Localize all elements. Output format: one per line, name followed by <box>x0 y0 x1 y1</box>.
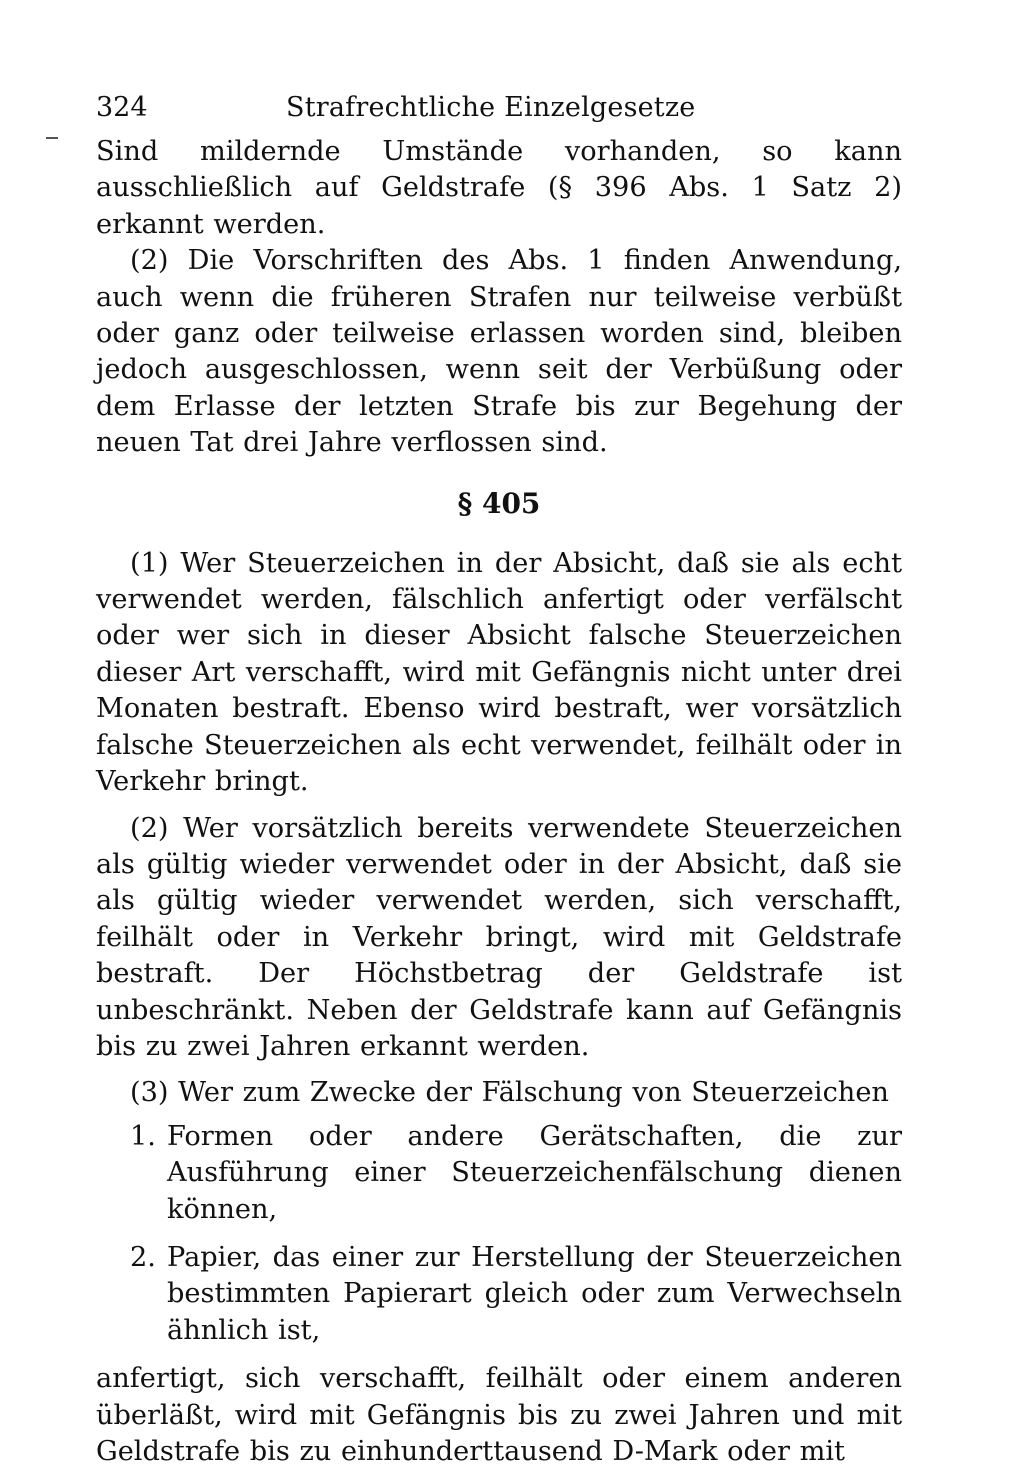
continuation-paragraph: Sind mildernde Umstände vorhanden, so kann ausschließlich auf Geldstrafe (§ 396 Abs. 1 Satz 2) erkannt werden. <box>96 136 902 240</box>
section-paragraph-1: (1) Wer Steuerzeichen in der Absicht, daß sie als echt verwendet werden, fälschlich anfertigt oder verfälscht oder wer sich in dieser Absicht falsche Steuerzeichen dieser Art verschafft, wird mit Gefängnis nicht unter drei Monaten bestraft. Ebenso wird bestraft, wer vorsätzlich falsche Steuerzeichen als echt verwendet, feilhält oder in Verkehr bringt. <box>96 547 902 798</box>
list-item-number: 2. <box>130 1241 156 1273</box>
document-page <box>96 82 902 1470</box>
list-item <box>96 1119 902 1228</box>
list-item-number: 1. <box>130 1120 156 1152</box>
margin-mark <box>46 137 58 139</box>
section-paragraph-3: (3) Wer zum Zwecke der Fälschung von Steuerzeichen <box>130 1077 889 1109</box>
section-heading: § 405 <box>457 486 541 520</box>
running-title: Strafrechtliche Einzelgesetze <box>286 92 696 123</box>
page-number: 324 <box>96 92 148 123</box>
list-item-text: Papier, das einer zur Herstellung der Steuerzeichen bestimmten Papierart gleich oder zum Verwechseln ähnlich ist, <box>167 1241 902 1346</box>
numbered-list <box>96 1119 902 1349</box>
page-header <box>96 82 902 134</box>
paragraph-2-prior-section: (2) Die Vorschriften des Abs. 1 finden Anwendung, auch wenn die früheren Strafen nur teilweise verbüßt oder ganz oder teilweise erlassen worden sind, bleiben jedoch ausgeschlossen, wenn seit der Verbüßung oder dem Erlasse der letzten Strafe bis zur Begehung der neuen Tat drei Jahre verflossen sind. <box>96 245 902 459</box>
closing-paragraph: anfertigt, sich verschafft, feilhält oder einem anderen überläßt, wird mit Gefängnis bis zu zwei Jahren und mit Geldstrafe bis zu einhunderttausend D-Mark oder mit <box>96 1363 902 1467</box>
section-paragraph-2: (2) Wer vorsätzlich bereits verwendete Steuerzeichen als gültig wieder verwendet oder in der Absicht, daß sie als gültig wieder verwendet werden, sich verschafft, feilhält oder in Verkehr bringt, wird mit Geldstrafe bestraft. Der Höchstbetrag der Geldstrafe ist unbeschränkt. Neben der Geldstrafe kann auf Gefängnis bis zu zwei Jahren erkannt werden. <box>96 812 902 1062</box>
list-item <box>96 1240 902 1349</box>
list-item-text: Formen oder andere Gerätschaften, die zur Ausführung einer Steuerzeichenfälschung dienen können, <box>167 1120 902 1225</box>
